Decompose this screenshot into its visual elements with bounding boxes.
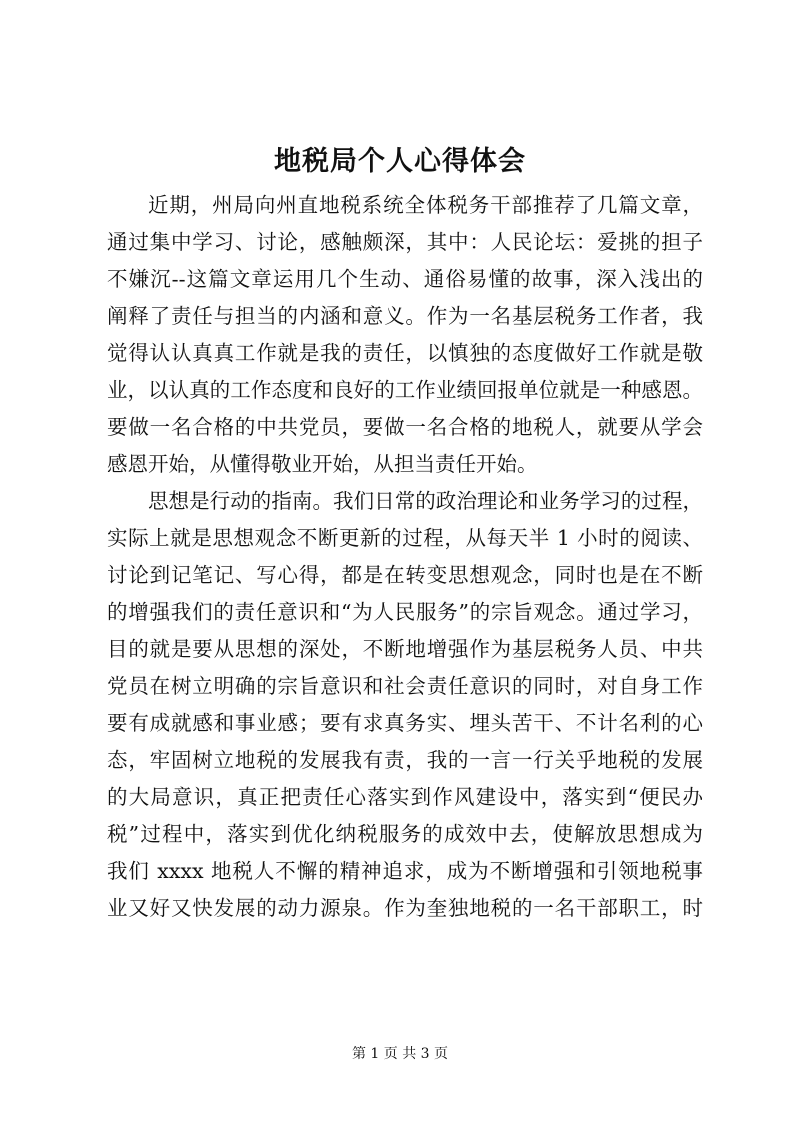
paragraph-line: 党员在树立明确的宗旨意识和社会责任意识的同时，对自身工作 [107,674,703,698]
paragraph-line: 目的就是要从思想的深处，不断地增强作为基层税务人员、中共 [107,637,703,661]
paragraph-line: 思想是行动的指南。我们日常的政治理论和业务学习的过程， [148,489,703,513]
paragraph-line: 要有成就感和事业感；要有求真务实、埋头苦干、不计名利的心 [107,711,703,735]
paragraph-line: 的大局意识，真正把责任心落实到作风建设中，落实到“便民办 [107,785,703,809]
paragraph-line: 的增强我们的责任意识和“为人民服务”的宗旨观念。通过学习， [107,600,703,624]
paragraph-line: 感恩开始，从懂得敬业开始，从担当责任开始。 [107,452,538,476]
page-title: 地税局个人心得体会 [274,146,526,177]
paragraph-2 [107,483,703,927]
paragraph-line: 觉得认认真真工作就是我的责任，以慎独的态度做好工作就是敬 [107,341,703,365]
paragraph-line: 实际上就是思想观念不断更新的过程，从每天半 1 小时的阅读、 [107,526,703,550]
paragraph-line: 通过集中学习、讨论，感触颇深，其中：人民论坛：爱挑的担子 [107,230,703,254]
paragraph-line: 税”过程中，落实到优化纳税服务的成效中去，使解放思想成为 [107,822,703,846]
paragraph-line: 业又好又快发展的动力源泉。作为奎独地税的一名干部职工，时 [107,896,703,920]
paragraph-line: 业，以认真的工作态度和良好的工作业绩回报单位就是一种感恩。 [107,378,703,402]
paragraph-line: 讨论到记笔记、写心得，都是在转变思想观念，同时也是在不断 [107,563,703,587]
paragraph-line: 态，牢固树立地税的发展我有责，我的一言一行关乎地税的发展 [107,748,703,772]
paragraph-line: 不嫌沉--这篇文章运用几个生动、通俗易懂的故事，深入浅出的 [107,267,703,291]
document-body [107,187,703,927]
paragraph-line: 阐释了责任与担当的内涵和意义。作为一名基层税务工作者，我 [107,304,703,328]
paragraph-line: 要做一名合格的中共党员，要做一名合格的地税人，就要从学会 [107,415,703,439]
paragraph-line: 近期，州局向州直地税系统全体税务干部推荐了几篇文章， [148,193,703,217]
page-number-footer: 第 1 页 共 3 页 [351,1046,449,1062]
paragraph-1 [107,187,703,483]
paragraph-line: 我们 xxxx 地税人不懈的精神追求，成为不断增强和引领地税事 [107,859,703,883]
